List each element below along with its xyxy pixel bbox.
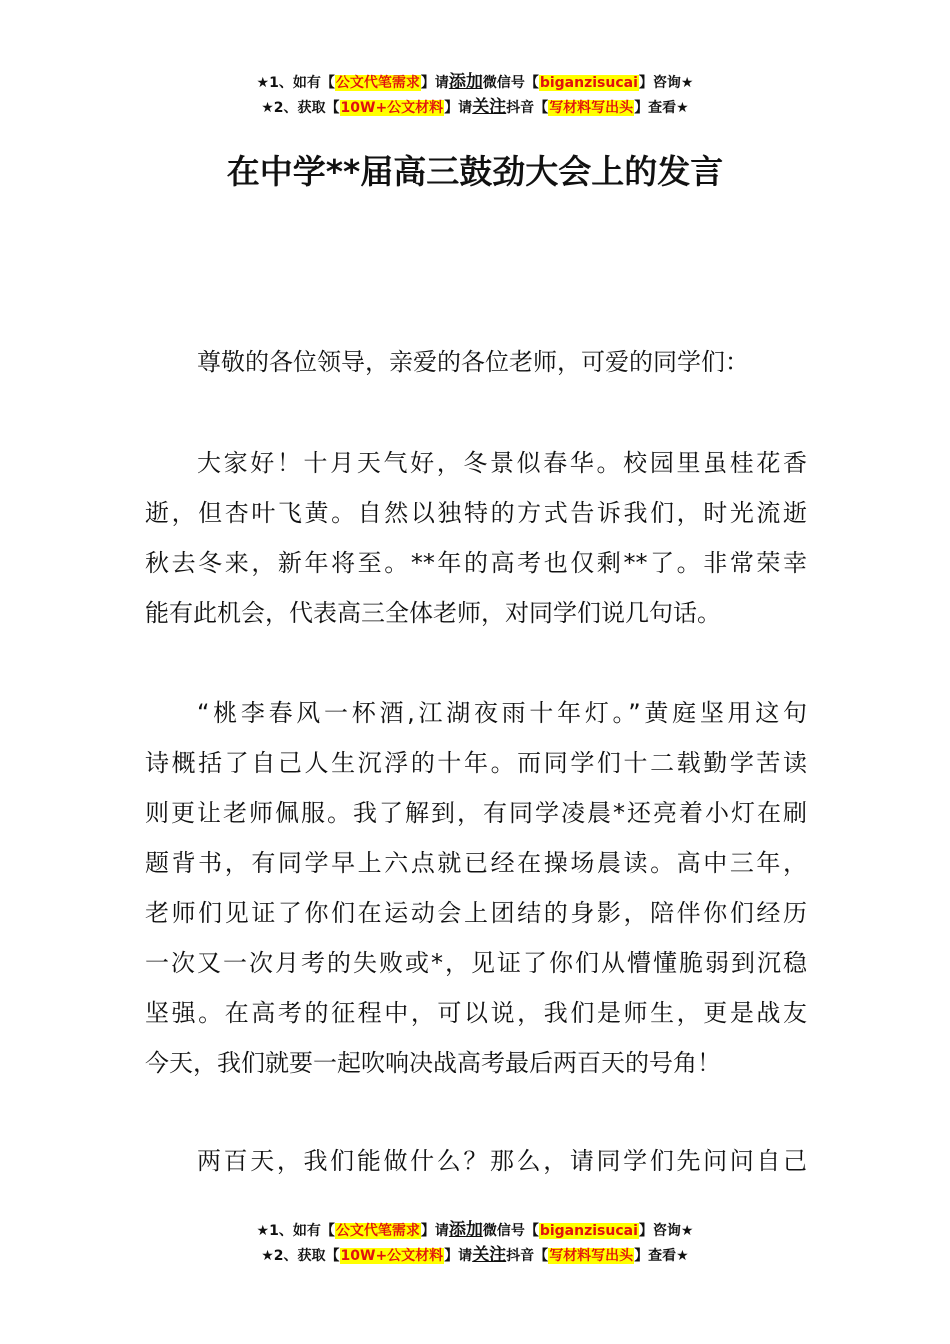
paragraph-line: 坚强。在高考的征程中，可以说，我们是师生，更是战友	[145, 999, 807, 1027]
banner-highlight-wechat-id: biganzisucai	[539, 75, 638, 91]
body-paragraph-3	[145, 1136, 807, 1186]
footer-banner	[0, 1218, 950, 1268]
banner-highlight-douyin-id: 写材料写出头	[549, 1248, 634, 1264]
banner-text: ★2、获取【	[261, 100, 340, 116]
banner-text: 微信号【	[482, 75, 539, 91]
banner-text: ★1、如有【	[256, 75, 335, 91]
document-title: 在中学**届高三鼓劲大会上的发言	[226, 152, 724, 191]
header-banner	[0, 70, 950, 120]
salutation-paragraph	[145, 337, 807, 387]
banner-highlight-wechat-id: biganzisucai	[539, 1223, 638, 1239]
banner-text: 】请	[420, 75, 449, 91]
banner-text: 抖音【	[506, 1248, 549, 1264]
banner-emphasis: 关注	[472, 1245, 507, 1265]
banner-line-1	[0, 1218, 950, 1243]
banner-line-1	[0, 70, 950, 95]
banner-highlight: 10W+公文材料	[340, 1248, 444, 1264]
banner-line-2	[0, 95, 950, 120]
banner-emphasis: 添加	[448, 72, 483, 92]
paragraph-line: 两百天，我们能做什么？那么，请同学们先问问自己	[197, 1147, 807, 1175]
banner-highlight: 公文代笔需求	[335, 1223, 420, 1239]
banner-text: 】请	[444, 100, 473, 116]
paragraph-line: 逝，但杏叶飞黄。自然以独特的方式告诉我们，时光流逝	[145, 499, 807, 527]
paragraph-line: “桃李春风一杯酒,江湖夜雨十年灯。”黄庭坚用这句	[197, 699, 807, 727]
banner-text: 】查看★	[634, 1248, 689, 1264]
banner-text: 】咨询★	[638, 1223, 694, 1239]
body-paragraph-2	[145, 688, 807, 1088]
banner-text: 】请	[444, 1248, 473, 1264]
body-paragraph-1	[145, 438, 807, 638]
banner-highlight: 公文代笔需求	[335, 75, 420, 91]
banner-text: 】查看★	[634, 100, 689, 116]
paragraph-line: 则更让老师佩服。我了解到，有同学凌晨*还亮着小灯在刷	[145, 799, 807, 827]
paragraph-line: 尊敬的各位领导，亲爱的各位老师，可爱的同学们：	[197, 348, 749, 376]
paragraph-line: 一次又一次月考的失败或*，见证了你们从懵懂脆弱到沉稳	[145, 949, 807, 977]
banner-emphasis: 关注	[472, 97, 507, 117]
banner-text: 微信号【	[482, 1223, 539, 1239]
banner-text: ★1、如有【	[256, 1223, 335, 1239]
banner-line-2	[0, 1243, 950, 1268]
banner-text: ★2、获取【	[261, 1248, 340, 1264]
banner-text: 】咨询★	[638, 75, 694, 91]
paragraph-line: 大家好！十月天气好，冬景似春华。校园里虽桂花香	[197, 449, 807, 477]
paragraph-line: 诗概括了自己人生沉浮的十年。而同学们十二载勤学苦读	[145, 749, 807, 777]
paragraph-line: 今天，我们就要一起吹响决战高考最后两百天的号角！	[145, 1049, 721, 1077]
paragraph-line: 题背书，有同学早上六点就已经在操场晨读。高中三年，	[145, 849, 807, 877]
banner-emphasis: 添加	[448, 1220, 483, 1240]
banner-text: 抖音【	[506, 100, 549, 116]
banner-text: 】请	[420, 1223, 449, 1239]
paragraph-line: 老师们见证了你们在运动会上团结的身影，陪伴你们经历	[145, 899, 807, 927]
paragraph-line: 能有此机会，代表高三全体老师，对同学们说几句话。	[145, 599, 721, 627]
banner-highlight: 10W+公文材料	[340, 100, 444, 116]
banner-highlight-douyin-id: 写材料写出头	[549, 100, 634, 116]
paragraph-line: 秋去冬来，新年将至。**年的高考也仅剩**了。非常荣幸	[145, 549, 807, 577]
